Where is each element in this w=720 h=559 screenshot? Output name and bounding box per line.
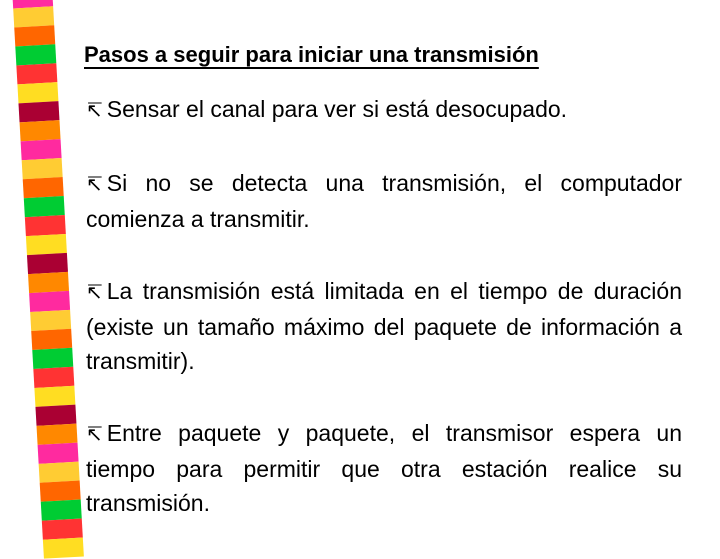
bullet-list: [86, 92, 682, 558]
stripe-segment: [41, 500, 82, 521]
stripe-segment: [32, 348, 73, 369]
stripe-segment: [26, 234, 67, 255]
bullet-text: Entre paquete y paquete, el transmisor espera un tiempo para permitir que otra estación realice su transmisión.: [86, 420, 682, 516]
stripe-segment: [21, 139, 62, 160]
stripe-segment: [23, 177, 64, 198]
stripe-segment: [22, 158, 63, 179]
bullet-arrow-icon: ↸: [86, 174, 103, 196]
stripe-segment: [38, 443, 79, 464]
stripe-segment: [28, 272, 69, 293]
bullet-arrow-icon: ↸: [86, 424, 103, 446]
stripe-segment: [13, 6, 54, 27]
stripe-segment: [25, 215, 66, 236]
stripe-segment: [31, 329, 72, 350]
stripe-segment: [43, 537, 84, 558]
bullet-text: Sensar el canal para ver si está desocupado.: [106, 96, 568, 122]
bullet-item: [86, 274, 682, 378]
stripe-segment: [34, 386, 75, 407]
stripe-segment: [18, 101, 59, 122]
bullet-arrow-icon: ↸: [86, 282, 103, 304]
stripe-segment: [17, 82, 58, 103]
bullet-arrow-icon: ↸: [86, 100, 103, 122]
slide-title: Pasos a seguir para iniciar una transmisión: [84, 42, 539, 67]
stripe-segment: [16, 63, 57, 84]
bullet-item: [86, 416, 682, 520]
decorative-stripe: [12, 0, 84, 559]
stripe-segment: [15, 44, 56, 65]
stripe-segment: [39, 462, 80, 483]
bullet-text: La transmisión está limitada en el tiempo de duración (existe un tamaño máximo del paquete de información a transmitir).: [86, 278, 682, 374]
stripe-segment: [42, 518, 83, 539]
stripe-segment: [35, 405, 76, 426]
bullet-text: Si no se detecta una transmisión, el computador comienza a transmitir.: [86, 170, 682, 232]
stripe-segment: [40, 481, 81, 502]
stripe-segment: [24, 196, 65, 217]
bullet-item: [86, 92, 682, 128]
bullet-item: [86, 166, 682, 236]
stripe-segment: [30, 310, 71, 331]
stripe-segment: [29, 291, 70, 312]
stripe-segment: [27, 253, 68, 274]
stripe-segment: [33, 367, 74, 388]
stripe-segment: [37, 424, 78, 445]
stripe-segment: [14, 25, 55, 46]
stripe-segment: [20, 120, 61, 141]
